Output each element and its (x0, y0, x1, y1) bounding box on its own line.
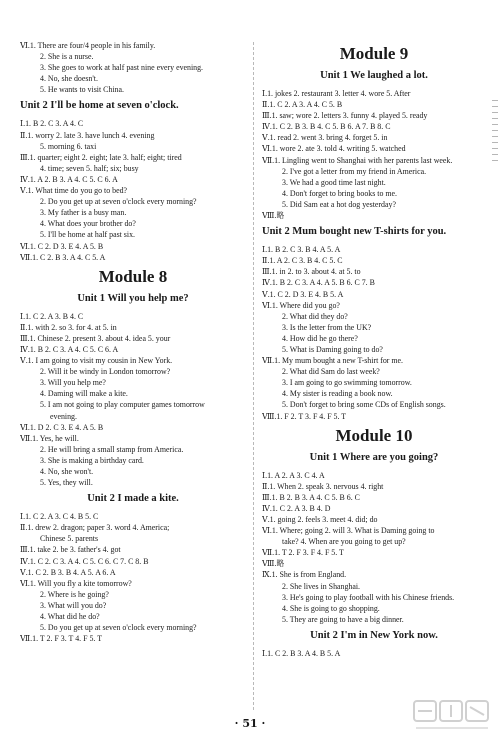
module10-unit1-answers (262, 470, 486, 625)
module9-unit1-answers (262, 88, 486, 221)
answer-line: Ⅱ.1. drew 2. dragon; paper 3. word 4. America; (20, 523, 170, 533)
answer-line: 5. They are going to have a big dinner. (282, 614, 404, 624)
answer-line: 2. She is a nurse. (40, 52, 94, 62)
answer-line: Ⅶ.1. C 2. B 3. A 4. C 5. A (20, 252, 106, 262)
module9-unit2-title: Unit 2 Mum bought new T-shirts for you. (262, 226, 447, 238)
answer-line: 2. She lives in Shanghai. (282, 581, 361, 591)
unit2-seven-oclock-answers (20, 118, 246, 262)
answer-line: Ⅳ.1. C 2. B 3. B 4. C 5. B 6. A 7. B 8. C (262, 122, 391, 132)
answer-line: 2. What did Sam do last week? (282, 367, 380, 377)
answer-line: Ⅰ.1. C 2. A 3. C 4. B 5. C (20, 512, 99, 522)
answer-line: Ⅲ.1. saw; wore 2. letters 3. funny 4. played 5. ready (262, 111, 428, 121)
answer-line: Ⅶ.1. T 2. F 3. T 4. F 5. T (20, 634, 103, 644)
answer-line: Ⅳ.1. C 2. A 3. B 4. D (262, 503, 331, 513)
answer-line: Ⅵ.1. wore 2. ate 3. told 4. writing 5. watched (262, 144, 406, 154)
module9-unit2-answers (262, 244, 486, 422)
answer-line: Ⅳ.1. B 2. C 3. A 4. A 5. B 6. C 7. B (262, 278, 375, 288)
answer-line: 2. He will bring a small stamp from America. (40, 444, 184, 454)
module10-unit2-answers (262, 648, 486, 659)
module8-unit1-answers (20, 311, 246, 489)
answer-line: Ⅵ.1. There are four/4 people in his family. (20, 41, 156, 50)
answer-line: Ⅰ.1. B 2. C 3. A 4. C (20, 119, 84, 129)
column-divider (253, 42, 254, 710)
page-number: · 51 · (234, 717, 266, 730)
answer-line: Ⅴ.1. going 2. feels 3. meet 4. did; do (262, 515, 378, 524)
answer-line: 3. She is making a birthday card. (40, 455, 144, 465)
answer-line: 4. What did he do? (40, 612, 100, 622)
answer-line: Ⅱ.1. with 2. so 3. for 4. at 5. in (20, 322, 117, 332)
module10-unit1-title: Unit 1 Where are you going? (309, 451, 439, 463)
answer-line: Ⅴ.1. C 2. B 3. B 4. A 5. A 6. A (20, 567, 116, 577)
answer-line: Ⅱ.1. C 2. A 3. A 4. C 5. B (262, 100, 343, 110)
answer-line: evening. (50, 411, 77, 421)
answer-line: 2. Where is he going? (40, 589, 109, 599)
page-edge-marks (492, 100, 498, 190)
answer-line: Ⅴ.1. I am going to visit my cousin in New York. (20, 356, 173, 366)
left-top-answers (20, 40, 246, 95)
answer-line: Ⅵ.1. Where did you go? (262, 300, 340, 310)
answer-line: Ⅶ.1. My mum bought a new T-shirt for me. (262, 356, 404, 366)
answer-line: Ⅵ.1. Where; going 2. will 3. What is Daming going to (262, 526, 435, 536)
answer-line: 3. What will you do? (40, 600, 107, 610)
answer-line: 5. I'll be home at half past six. (40, 230, 135, 240)
answer-line: 3. My father is a busy man. (40, 208, 127, 218)
answer-line: Ⅱ.1. A 2. C 3. B 4. C 5. C (262, 256, 343, 266)
answer-line: Ⅵ.1. D 2. C 3. E 4. A 5. B (20, 422, 104, 432)
answer-line: 3. Will you help me? (40, 378, 106, 388)
left-column (20, 40, 246, 644)
answer-line: 3. We had a good time last night. (282, 177, 386, 187)
answer-line: Ⅴ.1. read 2. went 3. bring 4. forget 5. in (262, 133, 388, 143)
answer-line: 2. What did they do? (282, 311, 348, 321)
answer-line: Ⅲ.1. in 2. to 3. about 4. at 5. to (262, 267, 361, 277)
answer-line: 4. Don't forget to bring books to me. (282, 188, 398, 198)
answer-line: 4. She is going to go shopping. (282, 603, 380, 613)
answer-line: Ⅱ.1. worry 2. late 3. have lunch 4. evening (20, 130, 155, 140)
answer-line: 3. Is the letter from the UK? (282, 322, 372, 332)
answer-line: 4. Daming will make a kite. (40, 389, 128, 399)
answer-line: Ⅳ.1. C 2. C 3. A 4. C 5. C 6. C 7. C 8. B (20, 556, 149, 566)
module8-title: Module 8 (98, 266, 168, 286)
answer-line: Ⅰ.1. A 2. A 3. C 4. A (262, 470, 325, 480)
answer-line: Ⅲ.1. take 2. be 3. father's 4. got (20, 545, 121, 555)
answer-line: 4. No, she doesn't. (40, 74, 98, 84)
answer-line: 3. She goes to work at half past nine every evening. (40, 63, 204, 73)
answer-line: 5. Do you get up at seven o'clock every morning? (40, 623, 197, 633)
answer-line: Ⅰ.1. C 2. A 3. B 4. C (20, 311, 84, 321)
answer-line: Ⅳ.1. B 2. C 3. A 4. C 5. C 6. A (20, 344, 119, 354)
answer-line: Ⅰ.1. B 2. C 3. B 4. A 5. A (262, 245, 341, 255)
answer-line: 3. He's going to play football with his Chinese friends. (282, 592, 455, 602)
answer-line: 2. Will it be windy in London tomorrow? (40, 367, 171, 377)
answer-line: Ⅶ.1. Yes, he will. (20, 433, 79, 443)
answer-line: Ⅰ.1. jokes 2. restaurant 3. letter 4. wore 5. After (262, 89, 411, 98)
module8-unit2-title: Unit 2 I made a kite. (87, 493, 179, 505)
answer-line: Ⅴ.1. C 2. D 3. E 4. B 5. A (262, 289, 344, 299)
answer-line: 5. Don't forget to bring some CDs of English songs. (282, 400, 446, 410)
answer-line: 5. He wants to visit China. (40, 85, 124, 95)
answer-line: 4. No, she won't. (40, 467, 94, 476)
answer-line: Ⅶ.1. Lingling went to Shanghai with her parents last week. (262, 155, 453, 165)
answer-line: 4. How did he go there? (282, 333, 358, 343)
right-column (262, 40, 486, 659)
answer-line: 4. What does your brother do? (40, 219, 136, 229)
module8-unit2-answers (20, 511, 246, 644)
answer-line: Ⅱ.1. When 2. speak 3. nervous 4. right (262, 481, 384, 491)
answer-line: Chinese 5. parents (40, 534, 99, 544)
answer-line: Ⅷ.1. F 2. T 3. F 4. F 5. T (262, 411, 347, 421)
answer-line: Ⅷ.略 (262, 211, 285, 221)
answer-line: take? 4. When are you going to get up? (282, 537, 406, 547)
answer-line: 5. I am not going to play computer games tomorrow (40, 400, 205, 410)
answer-line: 4. My sister is reading a book now. (282, 389, 393, 399)
answer-line: Ⅶ.1. T 2. F 3. F 4. F 5. T (262, 548, 344, 558)
answer-line: 5. Did Sam eat a hot dog yesterday? (282, 199, 396, 209)
answer-line: Ⅲ.1. quarter; eight 2. eight; late 3. half; eight; tired (20, 152, 182, 162)
module10-unit2-title: Unit 2 I'm in New York now. (310, 629, 438, 641)
answer-line: Ⅵ.1. Will you fly a kite tomorrow? (20, 578, 132, 588)
module8-unit1-title: Unit 1 Will you help me? (77, 292, 189, 304)
answer-line: 2. I've got a letter from my friend in America. (282, 166, 427, 176)
answer-line: Ⅰ.1. C 2. B 3. A 4. B 5. A (262, 648, 341, 658)
module9-title: Module 9 (339, 44, 409, 63)
answer-line: 3. I am going to go swimming tomorrow. (282, 378, 412, 388)
answer-line: Ⅴ.1. What time do you go to bed? (20, 186, 128, 196)
answer-line: 5. morning 6. taxi (40, 141, 97, 151)
answer-line: Ⅳ.1. A 2. B 3. A 4. C 5. C 6. A (20, 174, 118, 184)
answer-line: Ⅲ.1. B 2. B 3. A 4. C 5. B 6. C (262, 492, 360, 502)
answer-line: 5. Yes, they will. (40, 478, 93, 488)
module9-unit1-title: Unit 1 We laughed a lot. (320, 70, 428, 81)
answer-line: 4. time; seven 5. half; six; busy (40, 163, 139, 173)
answer-line: 2. Do you get up at seven o'clock every morning? (40, 197, 197, 207)
module10-title: Module 10 (335, 425, 413, 445)
answer-line: Ⅷ.略 (262, 559, 285, 569)
answer-line: Ⅵ.1. C 2. D 3. E 4. A 5. B (20, 241, 104, 251)
answer-line: 5. What is Daming going to do? (282, 344, 383, 354)
answer-line: Ⅲ.1. Chinese 2. present 3. about 4. idea 5. your (20, 333, 171, 343)
answer-line: Ⅸ.1. She is from England. (262, 570, 347, 580)
unit2-seven-oclock-title: Unit 2 I'll be home at seven o'clock. (20, 100, 179, 112)
